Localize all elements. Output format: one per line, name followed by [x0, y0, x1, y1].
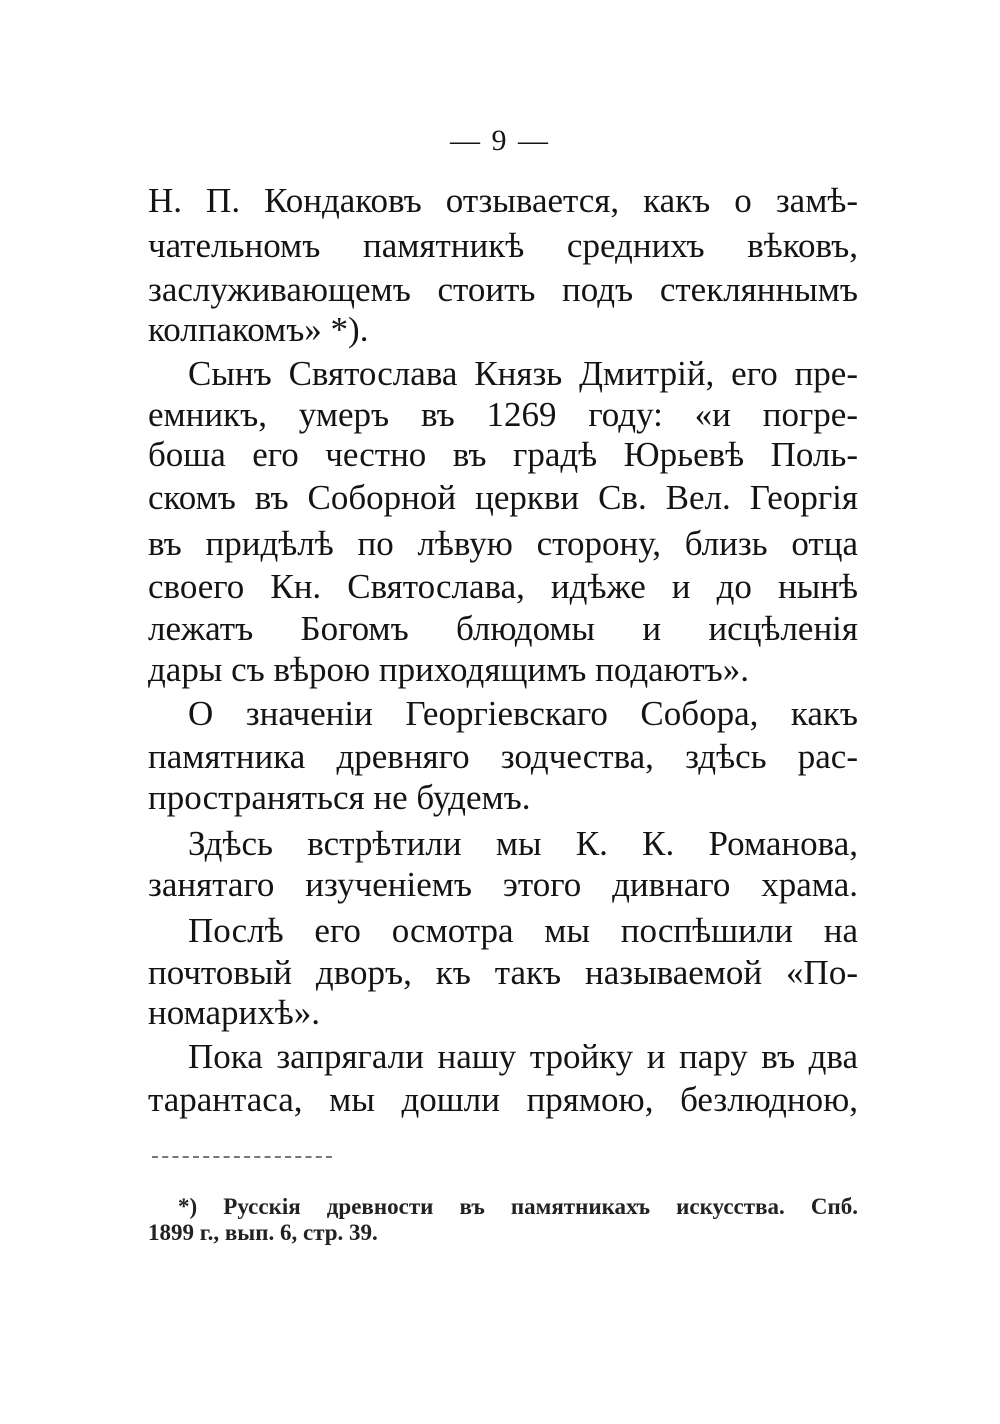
text-line: Н. П. Кондаковъ отзывается, какъ о замѣ- — [148, 181, 858, 220]
text-line: лежатъ Богомъ блюдомы и исцѣленія — [148, 609, 858, 648]
text-line: занятаго изученіемъ этого дивнаго храма. — [148, 865, 858, 904]
text-line: пространяться не будемъ. — [148, 778, 531, 817]
text-line: Здѣсь встрѣтили мы К. К. Романова, — [188, 824, 858, 863]
text-line: боша его честно въ градѣ Юрьевѣ Поль- — [148, 435, 858, 474]
text-line: Сынъ Святослава Князь Дмитрій, его пре- — [188, 354, 858, 393]
footnote-line: *) Русскія древности въ памятникахъ искусства. Спб. — [178, 1194, 858, 1219]
text-line: дары съ вѣрою приходящимъ подаютъ». — [148, 650, 750, 689]
text-line: емникъ, умеръ въ 1269 году: «и погре- — [148, 395, 858, 434]
text-line: О значеніи Георгіевскаго Собора, какъ — [188, 694, 858, 733]
text-line: скомъ въ Соборной церкви Св. Вел. Георгія — [148, 478, 858, 517]
footnote-line: 1899 г., вып. 6, стр. 39. — [148, 1220, 378, 1245]
text-line: колпакомъ» *). — [148, 310, 369, 349]
text-line: заслуживающемъ стоить подъ стекляннымъ — [148, 270, 858, 309]
footnote-rule — [152, 1156, 332, 1158]
text-line: въ придѣлѣ по лѣвую сторону, близь отца — [148, 524, 858, 563]
text-line: Пока запрягали нашу тройку и пару въ два — [188, 1037, 858, 1076]
text-line: своего Кн. Святослава, идѣже и до нынѣ — [148, 567, 858, 606]
page-number: — 9 — — [450, 124, 550, 157]
text-line: тарантаса, мы дошли прямою, безлюдною, — [148, 1080, 858, 1119]
text-line: Послѣ его осмотра мы поспѣшили на — [188, 911, 858, 950]
text-line: номарихѣ». — [148, 993, 320, 1032]
text-line: памятника древняго зодчества, здѣсь рас- — [148, 737, 858, 776]
text-line: чательномъ памятникѣ среднихъ вѣковъ, — [148, 226, 858, 265]
text-line: почтовый дворъ, къ такъ называемой «По- — [148, 953, 858, 992]
